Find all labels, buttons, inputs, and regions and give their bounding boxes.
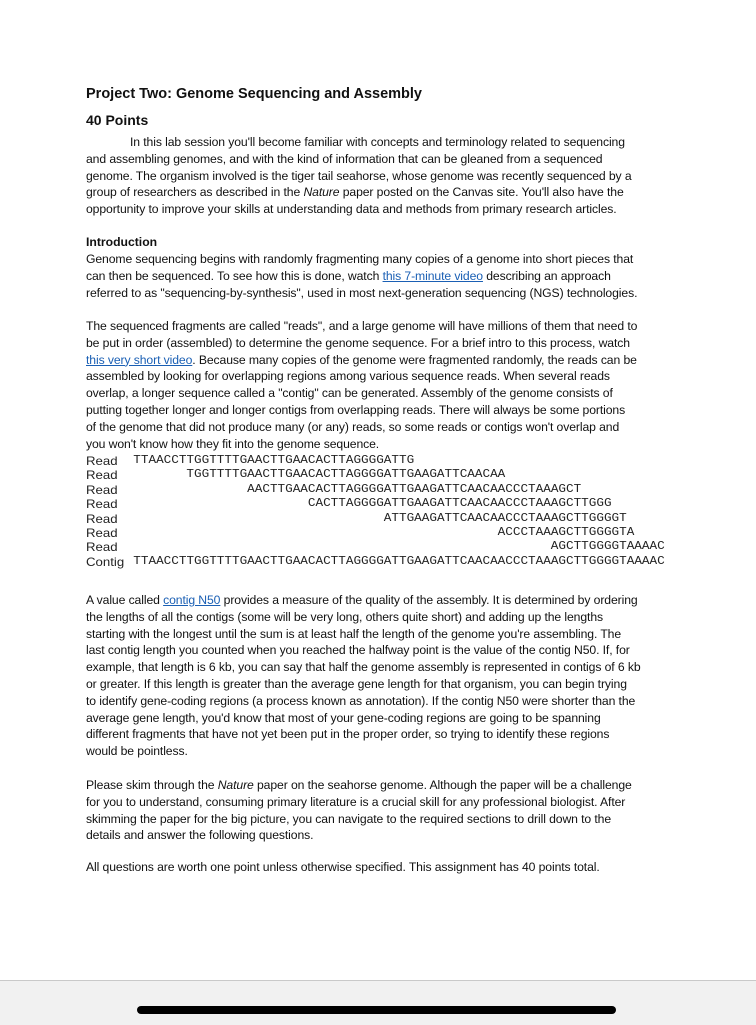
- sequence: CACTTAGGGGATTGAAGATTCAACAACCCTAAAGCTTGGG: [307, 497, 612, 511]
- document-title: Project Two: Genome Sequencing and Assembly: [86, 86, 422, 102]
- journal-name: Nature: [303, 185, 340, 200]
- read-row: [86, 468, 665, 482]
- text-line: opportunity to improve your skills at understanding data and methods from primary research articles.: [86, 202, 617, 217]
- text-line: genome. The organism involved is the tiger tail seahorse, whose genome was recently sequenced by a: [86, 168, 632, 183]
- row-label: Read: [86, 482, 118, 497]
- text-line: example, that length is 6 kb, you can say that half the genome assembly is represented in contigs of 6 kb: [86, 660, 641, 675]
- text-line: average gene length, you'd know that most of your gene-coding regions are going to be spanning: [86, 710, 601, 725]
- text-line: In this lab session you'll become familiar with concepts and terminology related to sequencing: [130, 135, 625, 149]
- text-segment: Please skim through the: [86, 778, 218, 792]
- row-label: Read: [86, 540, 118, 555]
- text-line: different fragments that have not yet been put in the proper order, so trying to identify these regions: [86, 727, 610, 742]
- text-line: be put in order (assembled) to determine the genome sequence. For a brief intro to this process, watch: [86, 335, 630, 350]
- text-line: overlap, a longer sequence called a "contig" can be generated. Assembly of the genome consists of: [86, 386, 613, 401]
- text-segment: provides a measure of the quality of the assembly. It is determined by ordering: [220, 593, 638, 607]
- text-line: of the genome that did not produce many (or any) reads, so some reads or contigs won't overlap and: [86, 419, 620, 434]
- sequence: AGCTTGGGGTAAAAC: [550, 540, 665, 554]
- row-label: Contig: [86, 554, 125, 569]
- text-segment: . Because many copies of the genome were fragmented randomly, the reads can be: [192, 352, 637, 367]
- text-segment: group of researchers as described in the: [86, 185, 304, 200]
- text-line: skimming the paper for the big picture, you can navigate to the required sections to drill down to the: [86, 811, 611, 826]
- text-line: [86, 592, 641, 609]
- introduction-paragraph: [86, 251, 637, 301]
- text-line: you won't know how they fit into the genome sequence.: [86, 436, 380, 451]
- read-row: [86, 526, 665, 540]
- introduction-heading: Introduction: [86, 235, 158, 249]
- seven-minute-video-link[interactable]: this 7-minute video: [382, 268, 483, 283]
- text-line: would be pointless.: [86, 744, 188, 759]
- text-segment: paper on the seahorse genome. Although the paper will be a challenge: [253, 778, 632, 792]
- skim-paragraph: [86, 777, 632, 844]
- text-line: [86, 777, 632, 794]
- final-note: [86, 859, 600, 876]
- text-line: [86, 268, 637, 285]
- row-label: Read: [86, 497, 118, 512]
- text-line: to identify gene-coding regions (a process known as annotation). If the contig N50 were shorter than the: [86, 693, 636, 708]
- text-line: referred to as "sequencing-by-synthesis", used in most next-generation sequencing (NGS) technologies.: [86, 285, 638, 300]
- read-row: [86, 540, 665, 554]
- text-line: or greater. If this length is greater than the average gene length for that organism, you can begin trying: [86, 676, 627, 691]
- sequence: TTAACCTTGGTTTTGAACTTGAACACTTAGGGGATTG: [133, 454, 415, 467]
- row-label: Read: [86, 468, 118, 483]
- bottom-toolbar: [0, 980, 756, 1025]
- text-line: for you to understand, consuming primary literature is a crucial skill for any professional biologist. After: [86, 794, 626, 809]
- home-indicator[interactable]: [137, 1006, 616, 1014]
- text-line: All questions are worth one point unless otherwise specified. This assignment has 40 points total.: [86, 860, 600, 874]
- short-video-link[interactable]: this very short video: [86, 352, 193, 367]
- contig-n50-link[interactable]: contig N50: [163, 593, 221, 607]
- text-line: starting with the longest until the sum is at least half the length of the genome you're assembling. The: [86, 626, 622, 641]
- intro-paragraph: [86, 134, 632, 218]
- text-segment: paper posted on the Canvas site. You'll also have the: [339, 185, 624, 200]
- sequence: AACTTGAACACTTAGGGGATTGAAGATTCAACAACCCTAAAGCT: [247, 482, 582, 496]
- text-segment: can then be sequenced. To see how this is done, watch: [86, 268, 383, 283]
- text-line: [86, 352, 637, 369]
- read-row: [86, 454, 665, 468]
- n50-paragraph: [86, 592, 641, 760]
- text-line: putting together longer and longer contigs from overlapping reads. There will always be some portions: [86, 402, 626, 417]
- text-line: details and answer the following questions.: [86, 828, 314, 843]
- read-row: [86, 497, 665, 511]
- contig-row: [86, 555, 665, 569]
- text-line: the lengths of all the contigs (some will be very long, others quite short) and adding up the lengths: [86, 609, 603, 624]
- row-label: Read: [86, 525, 118, 540]
- text-segment: A value called: [86, 593, 164, 607]
- read-alignment: [86, 454, 665, 569]
- points-heading: 40 Points: [86, 112, 149, 128]
- read-row: [86, 483, 665, 497]
- text-line: The sequenced fragments are called "reads", and a large genome will have millions of them that need to: [86, 319, 638, 333]
- text-line: last contig length you counted when you reached the halfway point is the value of the contig N50. If, for: [86, 643, 630, 658]
- sequence: TGGTTTTGAACTTGAACACTTAGGGGATTGAAGATTCAACAA: [186, 468, 506, 482]
- sequence: ATTGAAGATTCAACAACCCTAAAGCTTGGGGT: [383, 511, 627, 525]
- journal-name: Nature: [217, 778, 254, 792]
- row-label: Read: [86, 511, 118, 526]
- row-label: Read: [86, 454, 118, 468]
- text-segment: describing an approach: [482, 268, 611, 283]
- reads-paragraph: [86, 318, 637, 452]
- sequence: TTAACCTTGGTTTTGAACTTGAACACTTAGGGGATTGAAGATTCAACAACCCTAAAGCTTGGGGTAAAAC: [133, 554, 665, 568]
- read-row: [86, 512, 665, 526]
- text-line: and assembling genomes, and with the kind of information that can be gleaned from a sequenced: [86, 151, 603, 166]
- text-line: assembled by looking for overlapping regions among various sequence reads. When several reads: [86, 369, 610, 384]
- sequence: ACCCTAAAGCTTGGGGTA: [497, 525, 635, 539]
- text-line: Genome sequencing begins with randomly fragmenting many copies of a genome into short pieces that: [86, 252, 634, 266]
- text-line: [86, 184, 632, 201]
